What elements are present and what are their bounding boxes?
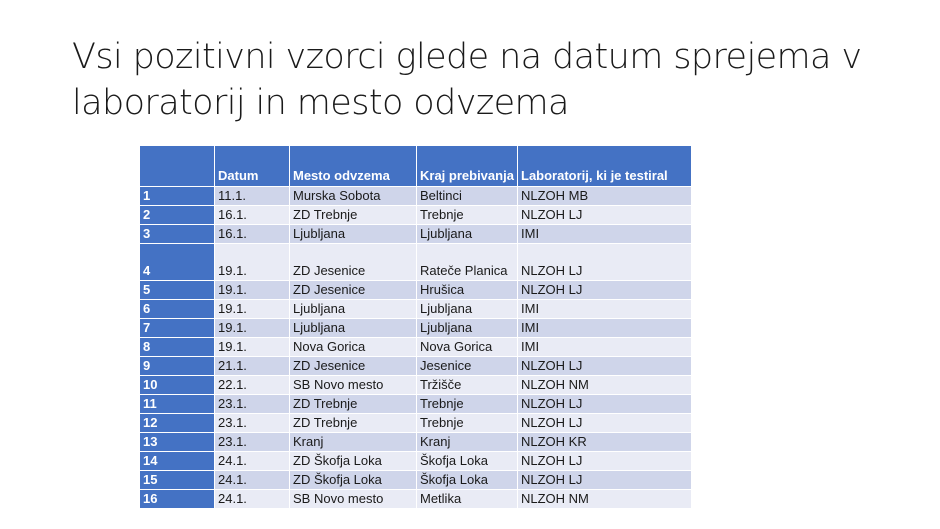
cell-datum: 16.1. (215, 225, 290, 244)
cell-index: 2 (140, 206, 215, 225)
cell-datum: 24.1. (215, 490, 290, 509)
cell-index: 14 (140, 452, 215, 471)
table-row (140, 357, 692, 376)
cell-laboratorij: NLZOH LJ (518, 452, 692, 471)
cell-laboratorij: NLZOH LJ (518, 281, 692, 300)
cell-index: 15 (140, 471, 215, 490)
cell-kraj-prebivanja: Tržišče (417, 376, 518, 395)
cell-index: 8 (140, 338, 215, 357)
cell-mesto-odvzema: SB Novo mesto (290, 376, 417, 395)
cell-index: 7 (140, 319, 215, 338)
slide-title: Vsi pozitivni vzorci glede na datum sprejema v laboratorij in mesto odvzema (72, 37, 862, 123)
cell-datum: 19.1. (215, 281, 290, 300)
cell-datum: 21.1. (215, 357, 290, 376)
cell-mesto-odvzema: ZD Škofja Loka (290, 471, 417, 490)
cell-mesto-odvzema: Kranj (290, 433, 417, 452)
table-row (140, 225, 692, 244)
cell-index: 11 (140, 395, 215, 414)
cell-kraj-prebivanja: Ljubljana (417, 300, 518, 319)
cell-mesto-odvzema: Ljubljana (290, 225, 417, 244)
cell-laboratorij: IMI (518, 225, 692, 244)
cell-laboratorij: IMI (518, 319, 692, 338)
cell-laboratorij: NLZOH LJ (518, 395, 692, 414)
table-row (140, 452, 692, 471)
cell-datum: 22.1. (215, 376, 290, 395)
table-row (140, 300, 692, 319)
table-row (140, 281, 692, 300)
cell-kraj-prebivanja: Škofja Loka (417, 452, 518, 471)
table-row (140, 319, 692, 338)
table-row (140, 490, 692, 509)
header-kraj-prebivanja: Kraj prebivanja (417, 146, 518, 187)
cell-datum: 19.1. (215, 244, 290, 281)
cell-kraj-prebivanja: Škofja Loka (417, 471, 518, 490)
header-mesto-odvzema: Mesto odvzema (290, 146, 417, 187)
table-row (140, 338, 692, 357)
table-row (140, 376, 692, 395)
cell-datum: 23.1. (215, 395, 290, 414)
cell-mesto-odvzema: ZD Škofja Loka (290, 452, 417, 471)
cell-kraj-prebivanja: Trebnje (417, 414, 518, 433)
cell-mesto-odvzema: ZD Trebnje (290, 414, 417, 433)
cell-datum: 19.1. (215, 300, 290, 319)
table-header-row (140, 146, 692, 187)
cell-index: 3 (140, 225, 215, 244)
cell-index: 10 (140, 376, 215, 395)
cell-kraj-prebivanja: Jesenice (417, 357, 518, 376)
cell-index: 16 (140, 490, 215, 509)
cell-laboratorij: NLZOH NM (518, 376, 692, 395)
cell-datum: 16.1. (215, 206, 290, 225)
cell-index: 6 (140, 300, 215, 319)
cell-laboratorij: NLZOH LJ (518, 357, 692, 376)
cell-datum: 19.1. (215, 338, 290, 357)
cell-laboratorij: NLZOH LJ (518, 244, 692, 281)
cell-datum: 23.1. (215, 414, 290, 433)
cell-laboratorij: NLZOH LJ (518, 471, 692, 490)
cell-index: 12 (140, 414, 215, 433)
positive-samples-table (139, 145, 692, 509)
cell-index: 13 (140, 433, 215, 452)
cell-index: 4 (140, 244, 215, 281)
cell-index: 9 (140, 357, 215, 376)
header-laboratorij: Laboratorij, ki je testiral (518, 146, 692, 187)
cell-index: 5 (140, 281, 215, 300)
cell-kraj-prebivanja: Kranj (417, 433, 518, 452)
cell-mesto-odvzema: SB Novo mesto (290, 490, 417, 509)
cell-datum: 19.1. (215, 319, 290, 338)
table-row (140, 206, 692, 225)
cell-mesto-odvzema: Ljubljana (290, 319, 417, 338)
cell-index: 1 (140, 187, 215, 206)
cell-laboratorij: NLZOH NM (518, 490, 692, 509)
cell-kraj-prebivanja: Ljubljana (417, 225, 518, 244)
cell-laboratorij: IMI (518, 300, 692, 319)
cell-datum: 24.1. (215, 452, 290, 471)
cell-mesto-odvzema: Nova Gorica (290, 338, 417, 357)
header-index (140, 146, 215, 187)
cell-laboratorij: NLZOH KR (518, 433, 692, 452)
cell-laboratorij: NLZOH MB (518, 187, 692, 206)
cell-kraj-prebivanja: Trebnje (417, 395, 518, 414)
cell-mesto-odvzema: ZD Trebnje (290, 206, 417, 225)
table-row (140, 471, 692, 490)
cell-laboratorij: NLZOH LJ (518, 414, 692, 433)
cell-kraj-prebivanja: Metlika (417, 490, 518, 509)
cell-mesto-odvzema: ZD Trebnje (290, 395, 417, 414)
header-datum: Datum (215, 146, 290, 187)
cell-kraj-prebivanja: Trebnje (417, 206, 518, 225)
cell-mesto-odvzema: ZD Jesenice (290, 244, 417, 281)
cell-mesto-odvzema: Ljubljana (290, 300, 417, 319)
cell-laboratorij: NLZOH LJ (518, 206, 692, 225)
cell-datum: 24.1. (215, 471, 290, 490)
table-row (140, 433, 692, 452)
cell-laboratorij: IMI (518, 338, 692, 357)
cell-datum: 23.1. (215, 433, 290, 452)
table-row (140, 187, 692, 206)
cell-kraj-prebivanja: Rateče Planica (417, 244, 518, 281)
cell-mesto-odvzema: ZD Jesenice (290, 281, 417, 300)
table-row (140, 414, 692, 433)
cell-mesto-odvzema: Murska Sobota (290, 187, 417, 206)
cell-kraj-prebivanja: Ljubljana (417, 319, 518, 338)
table-row (140, 395, 692, 414)
cell-mesto-odvzema: ZD Jesenice (290, 357, 417, 376)
cell-kraj-prebivanja: Nova Gorica (417, 338, 518, 357)
cell-kraj-prebivanja: Beltinci (417, 187, 518, 206)
cell-kraj-prebivanja: Hrušica (417, 281, 518, 300)
cell-datum: 11.1. (215, 187, 290, 206)
table-row (140, 244, 692, 281)
